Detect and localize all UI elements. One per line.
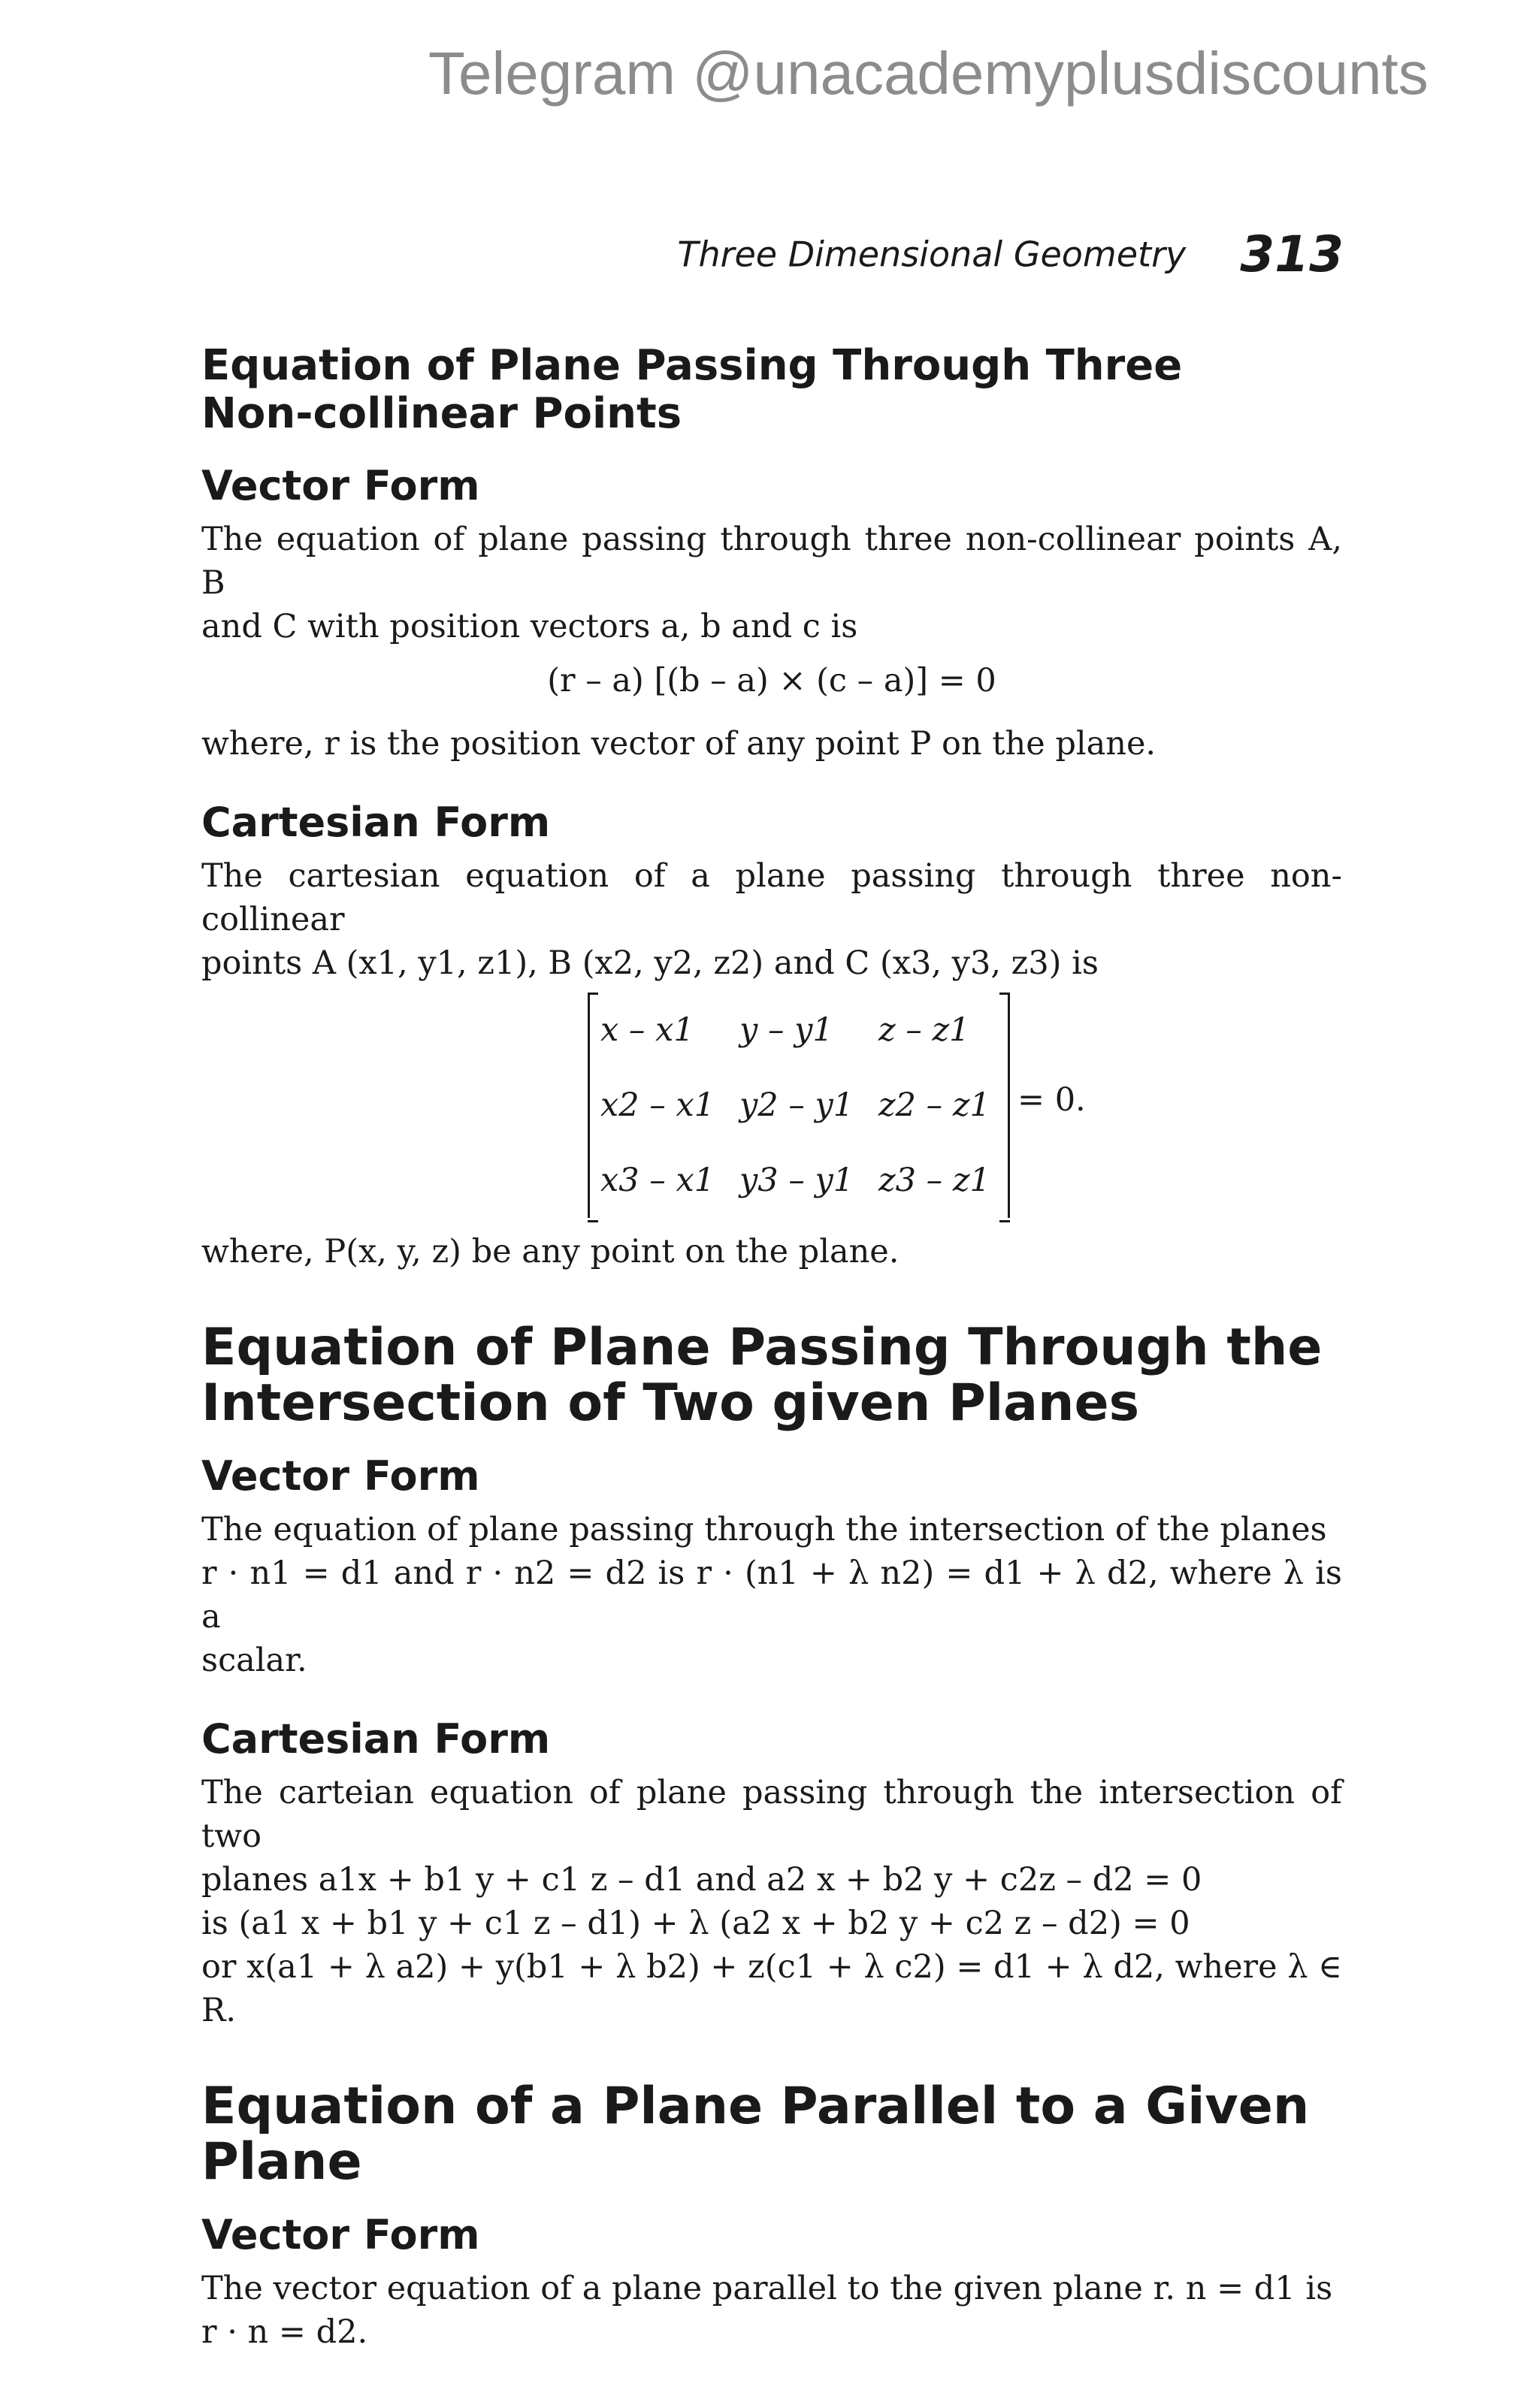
matrix-cell: x2 – x1 — [600, 1086, 715, 1124]
section-title-parallel-plane: Equation of a Plane Parallel to a Given Plane — [201, 2077, 1310, 2192]
running-header — [677, 225, 1344, 283]
section-title-line: Non-collinear Points — [201, 389, 682, 438]
matrix-row — [590, 1068, 1008, 1143]
matrix-cell: z3 – z1 — [878, 1162, 990, 1199]
determinant-matrix — [588, 993, 1010, 1218]
section-title-intersection — [201, 1320, 1342, 1431]
paragraph-line: r · n = d2. — [201, 2313, 368, 2351]
paragraph-line: and C with position vectors a, b and c is — [201, 608, 858, 645]
paragraph-line: where, P(x, y, z) be any point on the plane. — [201, 1233, 900, 1270]
section-title-line: Equation of Plane Passing Through the — [201, 1318, 1323, 1377]
paragraph-line: scalar. — [201, 1642, 307, 1679]
paragraph-line: points A (x1, y1, z1), B (x2, y2, z2) and C (x3, y3, z3) is — [201, 944, 1099, 982]
paragraph-line: The vector equation of a plane parallel to the given plane r. n = d1 is — [201, 2270, 1333, 2307]
page-content — [201, 342, 1342, 2354]
matrix-cell: y3 – y1 — [739, 1162, 854, 1199]
matrix-row — [590, 993, 1008, 1068]
section-title-line: Equation of Plane Passing Through Three — [201, 341, 1183, 390]
subheading-vector-form: Vector Form — [201, 2211, 480, 2258]
paragraph-line: or x(a1 + λ a2) + y(b1 + λ b2) + z(c1 + λ c2) = d1 + λ d2, where λ ∈ R. — [201, 1948, 1342, 2029]
matrix-cell: z2 – z1 — [878, 1086, 990, 1124]
matrix-row — [590, 1143, 1008, 1218]
determinant-equation — [201, 993, 1342, 1218]
watermark-text: Telegram @unacademyplusdiscounts — [428, 40, 1429, 107]
subheading-cartesian-form: Cartesian Form — [201, 1715, 551, 1763]
paragraph-line: where, r is the position vector of any point P on the plane. — [201, 725, 1157, 763]
page-number: 313 — [1240, 225, 1344, 283]
running-title: Three Dimensional Geometry — [677, 234, 1187, 275]
section-title-three-points — [201, 342, 1342, 438]
matrix-cell: y – y1 — [739, 1011, 833, 1049]
matrix-cell: y2 – y1 — [739, 1086, 854, 1124]
equation-vector-three-points: (r – a) [(b – a) × (c – a)] = 0 — [547, 662, 996, 699]
paragraph-line: planes a1x + b1 y + c1 z – d1 and a2 x + b2 y + c2z – d2 = 0 — [201, 1861, 1202, 1899]
paragraph-line: The equation of plane passing through three non-collinear points A, B — [201, 521, 1342, 602]
subheading-cartesian-form: Cartesian Form — [201, 799, 551, 846]
matrix-cell: x – x1 — [600, 1011, 694, 1049]
matrix-cell: z – z1 — [878, 1011, 970, 1049]
paragraph-line: The carteian equation of plane passing through the intersection of two — [201, 1774, 1342, 1855]
paragraph-line: r · n1 = d1 and r · n2 = d2 is r · (n1 + λ n2) = d1 + λ d2, where λ is a — [201, 1554, 1342, 1636]
section-title-line: Intersection of Two given Planes — [201, 1373, 1140, 1433]
paragraph-line: is (a1 x + b1 y + c1 z – d1) + λ (a2 x + b2 y + c2 z – d2) = 0 — [201, 1905, 1190, 1942]
paragraph-line: The cartesian equation of a plane passing through three non-collinear — [201, 857, 1342, 938]
matrix-cell: x3 – x1 — [600, 1162, 715, 1199]
matrix-equals: = 0. — [1017, 1081, 1086, 1119]
subheading-vector-form: Vector Form — [201, 1452, 480, 1500]
paragraph-line: The equation of plane passing through the intersection of the planes — [201, 1511, 1327, 1548]
subheading-vector-form: Vector Form — [201, 462, 480, 509]
